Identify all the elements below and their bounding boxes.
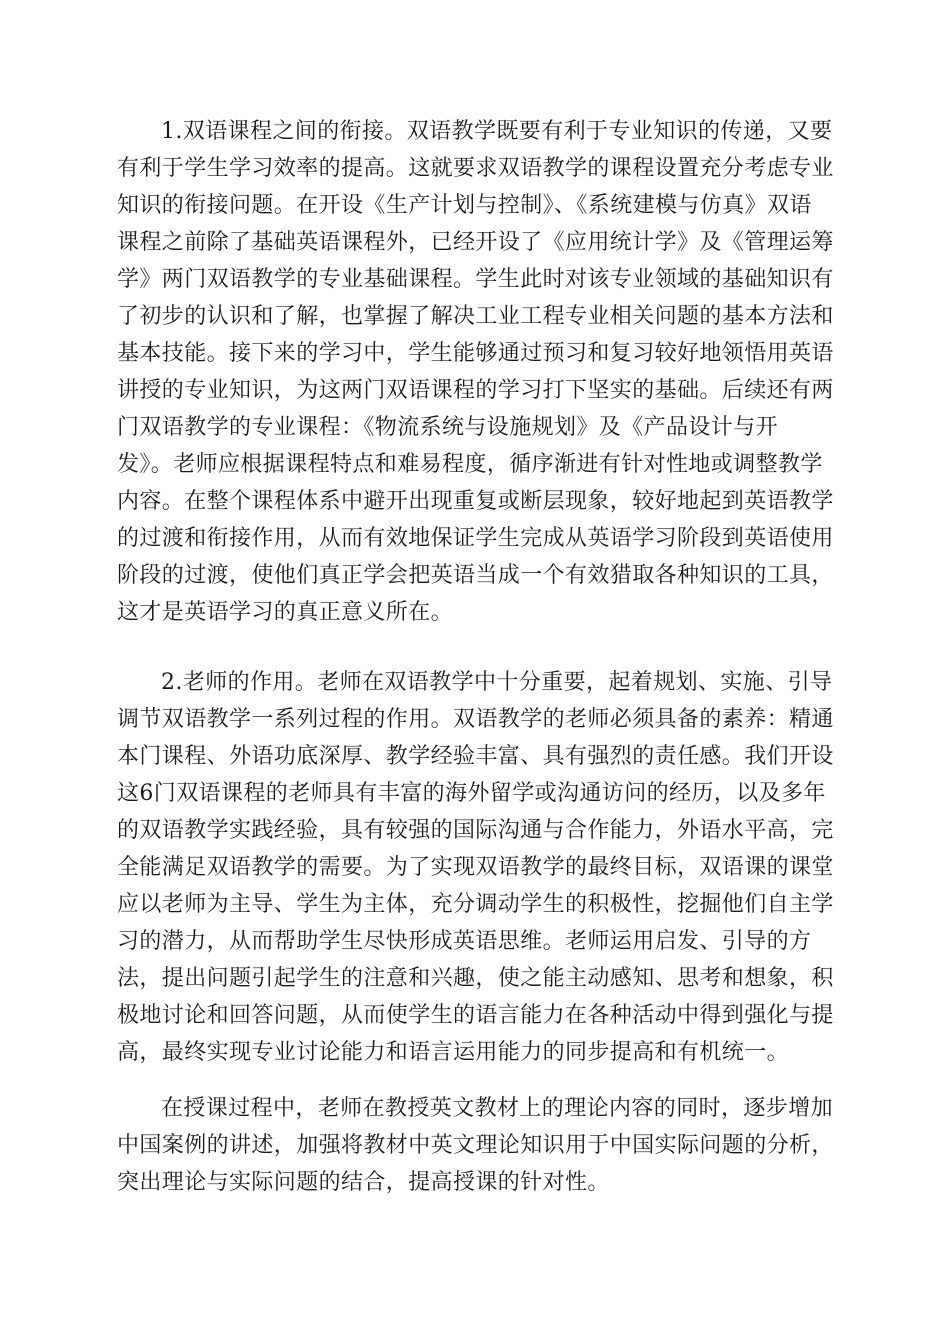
text-line: 基本技能。接下来的学习中，学生能够通过预习和复习较好地领悟用英语 <box>117 341 834 366</box>
text-line: 法，提出问题引起学生的注意和兴趣，使之能主动感知、思考和想象，积 <box>117 966 834 991</box>
text-line: 这才是英语学习的真正意义所在。 <box>117 600 454 625</box>
text-line: 讲授的专业知识，为这两门双语课程的学习打下坚实的基础。后续还有两 <box>117 378 834 403</box>
text-line: 内容。在整个课程体系中避开出现重复或断层现象，较好地起到英语教学 <box>117 489 834 514</box>
text-line: 了初步的认识和了解，也掌握了解决工业工程专业相关问题的基本方法和 <box>117 304 834 329</box>
text-line: 高，最终实现专业讨论能力和语言运用能力的同步提高和有机统一。 <box>117 1040 790 1065</box>
text-line: 2.老师的作用。老师在双语教学中十分重要，起着规划、实施、引导 <box>161 670 833 695</box>
text-line: 在授课过程中，老师在教授英文教材上的理论内容的同时，逐步增加 <box>161 1096 834 1121</box>
text-line: 阶段的过渡，使他们真正学会把英语当成一个有效猎取各种知识的工具， <box>117 563 834 588</box>
text-line: 突出理论与实际问题的结合，提高授课的针对性。 <box>117 1170 610 1195</box>
text-line: 学》两门双语教学的专业基础课程。学生此时对该专业领域的基础知识有 <box>117 267 834 292</box>
text-line: 有利于学生学习效率的提高。这就要求双语教学的课程设置充分考虑专业 <box>117 156 834 181</box>
text-line: 的双语教学实践经验，具有较强的国际沟通与合作能力，外语水平高，完 <box>117 818 834 843</box>
text-line: 中国案例的讲述，加强将教材中英文理论知识用于中国实际问题的分析， <box>117 1133 834 1158</box>
text-line: 发》。老师应根据课程特点和难易程度，循序渐进有针对性地或调整教学 <box>117 452 823 477</box>
text-line: 本门课程、外语功底深厚、教学经验丰富、具有强烈的责任感。我们开设 <box>117 744 834 769</box>
text-line: 极地讨论和回答问题，从而使学生的语言能力在各种活动中得到强化与提 <box>117 1003 834 1028</box>
text-line: 应以老师为主导、学生为主体，充分调动学生的积极性，挖掘他们自主学 <box>117 892 834 917</box>
text-line: 知识的衔接问题。在开设《生产计划与控制》、《系统建模与仿真》双语 <box>117 193 812 218</box>
text-line: 这6门双语课程的老师具有丰富的海外留学或沟通访问的经历，以及多年 <box>117 781 826 806</box>
text-line: 门双语教学的专业课程：《物流系统与设施规划》及《产品设计与开 <box>117 415 779 440</box>
text-line: 课程之前除了基础英语课程外，已经开设了《应用统计学》及《管理运筹 <box>117 230 834 255</box>
text-line: 全能满足双语教学的需要。为了实现双语教学的最终目标，双语课的课堂 <box>117 855 834 880</box>
text-line: 的过渡和衔接作用，从而有效地保证学生完成从英语学习阶段到英语使用 <box>117 526 834 551</box>
text-line: 调节双语教学一系列过程的作用。双语教学的老师必须具备的素养：精通 <box>117 707 834 732</box>
text-line: 1.双语课程之间的衔接。双语教学既要有利于专业知识的传递，又要 <box>161 119 833 144</box>
text-line: 习的潜力，从而帮助学生尽快形成英语思维。老师运用启发、引导的方 <box>117 929 812 954</box>
